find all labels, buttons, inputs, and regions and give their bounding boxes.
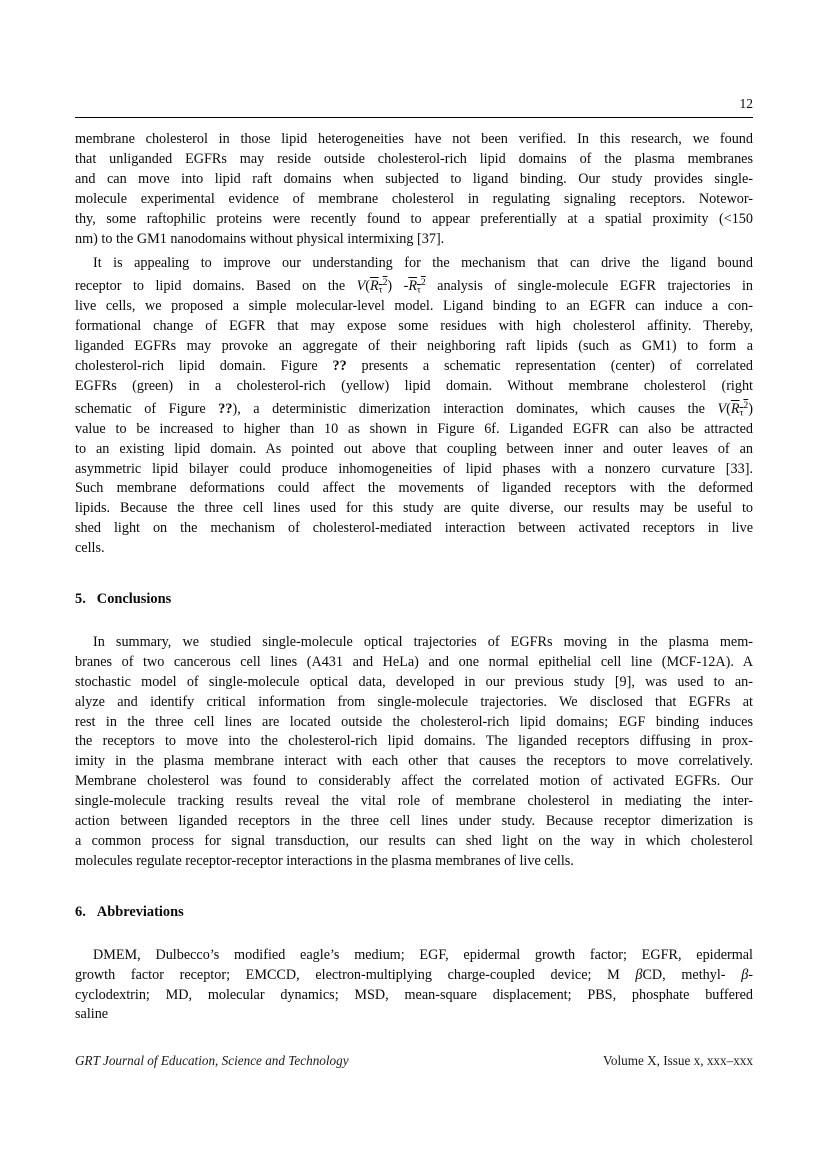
text-line-math: schematic of Figure ??), a deterministic dimerization interaction dominates, which causes the $V(R_\tau^2)$ [75, 399, 753, 419]
text-line: Membrane cholesterol was found to considerably affect the correlated motion of activated EGFRs. Our [75, 773, 753, 790]
text-line: cells. [75, 540, 105, 557]
text-line: molecules regulate receptor-receptor interactions in the plasma membranes of live cells. [75, 852, 574, 869]
text-line: shed light on the mechanism of cholesterol-mediated interaction between activated receptors in live [75, 520, 753, 537]
text-line: formational change of EGFR that may expose some residues with high cholesterol affinity. Thereby, [75, 318, 753, 335]
page-footer [75, 1053, 753, 1069]
text-line: Such membrane deformations could affect the movements of liganded receptors with the deformed [75, 480, 753, 497]
text-line: cyclodextrin; MD, molecular dynamics; MSD, mean-square displacement; PBS, phosphate buffered [75, 986, 753, 1003]
volume-info: Volume X, Issue x, xxx–xxx [603, 1053, 753, 1068]
text-line: action between liganded receptors in the three cell lines under study. Because receptor dimerization is [75, 813, 753, 830]
text-line: rest in the three cell lines are located outside the cholesterol-rich lipid domains; EGF binding induces [75, 713, 753, 730]
text-line: branes of two cancerous cell lines (A431 and HeLa) and one normal epithelial cell line (MCF-12A). A [75, 653, 753, 670]
text-line: that unliganded EGFRs may reside outside cholesterol-rich lipid domains of the plasma membranes [75, 150, 753, 167]
text-line: imity in the plasma membrane interact with each other that causes the receptors to move correlatively. [75, 753, 753, 770]
page-content [75, 0, 753, 1030]
body-text [75, 130, 753, 1025]
section-heading-abbreviations [75, 903, 753, 923]
text-line: live cells, we proposed a simple molecular-level model. Ligand binding to an EGFR can induce a con- [75, 298, 753, 315]
text-line: It is appealing to improve our understanding for the mechanism that can drive the ligand bound [93, 255, 753, 272]
text-line: In summary, we studied single-molecule optical trajectories of EGFRs moving in the plasma mem- [93, 633, 753, 650]
text-line: membrane cholesterol in those lipid heterogeneities have not been verified. In this research, we found [75, 131, 753, 147]
text-line: to an existing lipid domain. As pointed out above that coupling between inner and outer leaves of an [75, 440, 753, 457]
text-line: a common process for signal transduction, our results can shed light on the way in which cholesterol [75, 833, 753, 849]
text-line: EGFRs (green) in a cholesterol-rich (yellow) lipid domain. Without membrane cholesterol (right [75, 377, 753, 394]
section-title: Conclusions [96, 591, 172, 608]
text-line: thy, some raftophilic proteins were recently found to appear preferentially at a spatial proximity (<150 [75, 210, 753, 227]
section-number: 6. [75, 903, 86, 920]
text-line: DMEM, Dulbecco’s modified eagle’s medium; EGF, epidermal growth factor; EGFR, epidermal [93, 946, 753, 963]
paragraph [75, 633, 753, 872]
text-line: asymmetric lipid bilayer could produce inhomogeneities of lipid phases with a nonzero curvature [33]. [75, 460, 753, 477]
section-title: Abbreviations [96, 903, 184, 920]
paragraph [75, 130, 753, 249]
journal-name: GRT Journal of Education, Science and Technology [75, 1053, 349, 1068]
text-line: value to be increased to higher than 10 as shown in Figure 6f. Liganded EGFR can also be attracted [75, 420, 753, 437]
text-line: stochastic model of single-molecule optical data, developed in our previous study [9], was used to an- [75, 673, 753, 690]
text-line: growth factor receptor; EMCCD, electron-multiplying charge-coupled device; M βCD, methyl- β- [75, 966, 753, 983]
text-line-math: receptor to lipid domains. Based on the $V(R_\tau^2)$ $-R_\tau^2$ analysis of single-molecule EGFR trajectories in [75, 277, 753, 297]
text-line: alyze and identify critical information from single-molecule trajectories. We disclosed that EGFRs at [75, 693, 753, 710]
text-line: molecule experimental evidence of membrane cholesterol in regulating signaling receptors. Notewor- [75, 190, 753, 207]
section-heading-conclusions [75, 590, 753, 610]
text-line: saline [75, 1006, 109, 1023]
text-line: single-molecule tracking results reveal the vital role of membrane cholesterol in mediating the inter- [75, 793, 753, 810]
page-number: 12 [739, 96, 753, 111]
text-line: and can move into lipid raft domains when subjected to ligand binding. Our study provides single- [75, 170, 753, 187]
paragraph [75, 946, 753, 1026]
page-header [75, 0, 753, 111]
text-line: liganded EGFRs may provoke an aggregate of their neighboring raft lipids (such as GM1) to form a [75, 338, 753, 355]
paragraph [75, 254, 753, 559]
text-line: lipids. Because the three cell lines used for this study are quite diverse, our results may be useful to [75, 500, 753, 517]
section-number: 5. [75, 591, 86, 608]
text-line: the receptors to move into the cholesterol-rich lipid domains. The liganded receptors diffusing in prox- [75, 733, 753, 750]
header-rule [75, 117, 753, 118]
text-line: nm) to the GM1 nanodomains without physical intermixing [37]. [75, 230, 445, 247]
text-line: cholesterol-rich lipid domain. Figure ?? presents a schematic representation (center) of correlated [75, 357, 753, 374]
